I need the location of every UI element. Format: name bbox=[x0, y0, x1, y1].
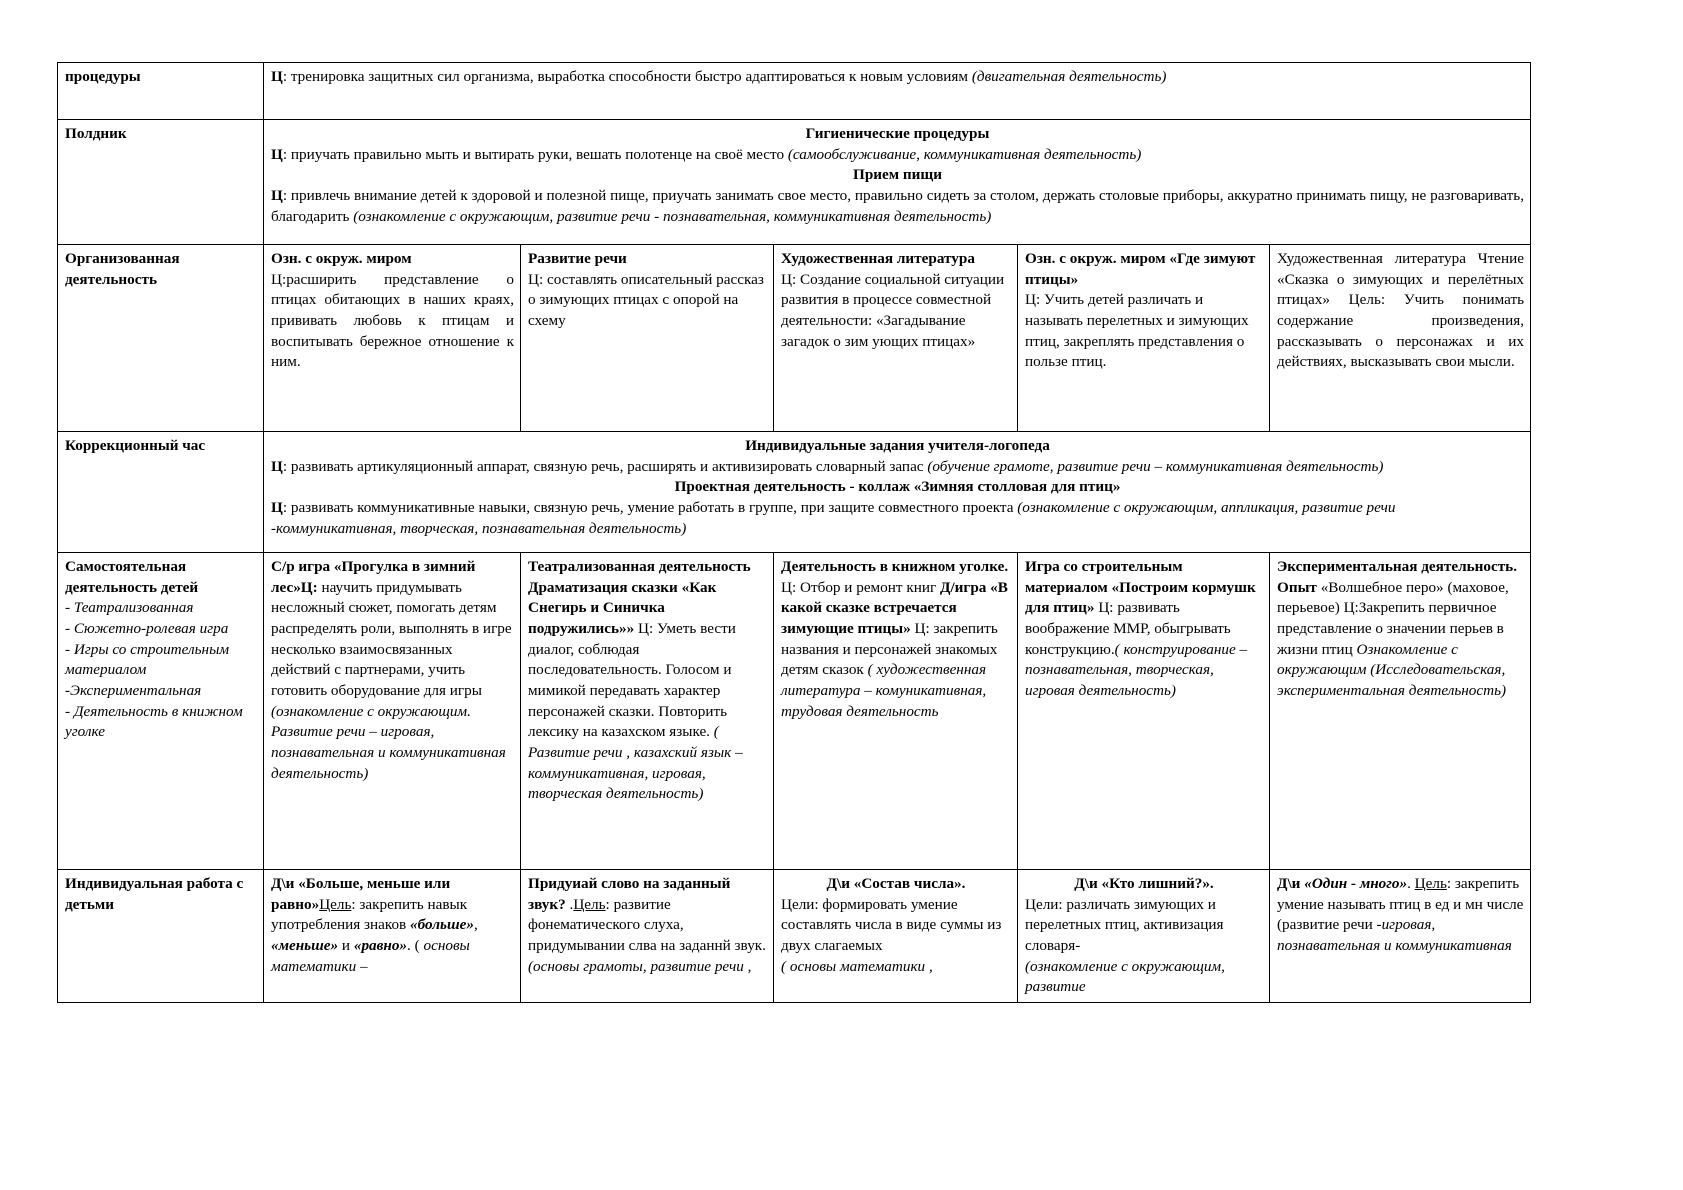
korr-heading-logoped: Индивидуальные задания учителя-логопеда bbox=[745, 437, 1050, 454]
pre-underline: . bbox=[565, 895, 574, 913]
activity-note: (основы грамоты, развитие речи , bbox=[528, 957, 752, 975]
goal-label: Цель bbox=[319, 895, 352, 913]
activity-text: Ц: составлять описательный рассказ о зимующих птицах с опорой на схему bbox=[528, 270, 764, 330]
samo-cell-2 bbox=[521, 553, 774, 870]
activity-text: Ц: Отбор и ремонт книг bbox=[781, 578, 940, 596]
goal-text: : тренировка защитных сил организма, выработка способности быстро адаптироваться к новым условиям bbox=[282, 68, 972, 85]
game-title-italic: «Один - много» bbox=[1304, 875, 1408, 892]
poldnik-heading-meal: Прием пищи bbox=[853, 166, 942, 184]
row-label-text: Организованная деятельность bbox=[65, 250, 180, 288]
samo-cell-1 bbox=[264, 553, 521, 870]
row-label-individualnaya bbox=[58, 870, 264, 1003]
sign-menshe: «меньше» bbox=[271, 937, 339, 955]
table-row-individualnaya bbox=[58, 870, 1531, 1003]
goal-activity-note: (самообслуживание, коммуникативная деятельность) bbox=[787, 145, 1142, 163]
goal-prefix: Ц bbox=[271, 457, 283, 475]
goal-text: : приучать правильно мыть и вытирать руки, вешать полотенце на своё место bbox=[282, 145, 788, 163]
activity-note: игровая, познавательная и коммуникативная bbox=[1277, 916, 1512, 955]
game-title: Д\и «Кто лишний?». bbox=[1074, 875, 1214, 892]
row-label-samostoyatelnaya bbox=[58, 553, 264, 870]
activity-text: Ц: Учить детей различать и называть перелетных и зимующих птиц, закреплять представления о пользе птиц. bbox=[1025, 291, 1249, 371]
goal-text: Цели: формировать умение составлять числа в виде суммы из двух слагаемых bbox=[781, 895, 1002, 955]
game-title: Д\и «Больше, меньше или равно» bbox=[271, 875, 451, 913]
poldnik-meal-goal bbox=[271, 186, 1524, 227]
sign-ravno: «равно» bbox=[353, 937, 408, 955]
samo-cell-5 bbox=[1270, 553, 1531, 870]
org-cell-1 bbox=[264, 245, 521, 432]
activity-text: Ц: Создание социальной ситуации развития в процессе совместной деятельности: «Загадывание загадок о зим ующих птицах» bbox=[781, 270, 1005, 350]
sign-bolshe: «больше» bbox=[410, 916, 474, 934]
row-label-text: Индивидуальная работа с детьми bbox=[65, 875, 244, 913]
goal-text: Цели: различать зимующих и перелетных птиц, активизация словаря- bbox=[1025, 895, 1224, 955]
activity-title: Художественная литература bbox=[781, 250, 975, 267]
samo-cell-4 bbox=[1018, 553, 1270, 870]
org-cell-5 bbox=[1270, 245, 1531, 432]
activity-title: Озн. с окруж. миром bbox=[271, 250, 412, 267]
activity-title: Деятельность в книжном уголке. bbox=[781, 558, 1009, 575]
lesson-plan-table bbox=[57, 62, 1531, 1003]
samo-item-stroit: - Игры со строительным материалом bbox=[65, 640, 230, 679]
row-body-korrekcionny bbox=[264, 432, 1531, 553]
goal-prefix: Ц bbox=[271, 499, 283, 517]
game-title: Придуиай слово на заданный звук? bbox=[528, 875, 731, 913]
activity-text: Ц:расширить представление о птицах обитающих в наших краях, прививать любовь к птицам и воспитывать бережное отношение к ним. bbox=[271, 270, 514, 371]
activity-text: Ц: развивать воображение ММР, обыгрывать конструкцию. bbox=[1025, 599, 1231, 658]
row-label-procedury bbox=[58, 63, 264, 120]
table-row-poldnik bbox=[58, 120, 1531, 245]
org-cell-4 bbox=[1018, 245, 1270, 432]
row-body-poldnik bbox=[264, 120, 1531, 245]
activity-note: ( Развитие речи , казахский язык – коммуникативная, игровая, творческая деятельность) bbox=[528, 723, 743, 803]
table-row-korrekcionny bbox=[58, 432, 1531, 553]
activity-title: Экспериментальная деятельность. Опыт bbox=[1277, 558, 1517, 596]
korr-logoped-goal bbox=[271, 457, 1524, 478]
row-label-text: Коррекционный час bbox=[65, 437, 206, 454]
activity-block bbox=[528, 557, 767, 805]
activity-block bbox=[1277, 557, 1524, 702]
samo-cell-3 bbox=[774, 553, 1018, 870]
activity-block bbox=[271, 557, 514, 784]
activity-text-2: Ц: закрепить названия и персонажей знакомых детям сказок bbox=[781, 620, 998, 679]
samo-item-eksper: -Экспериментальная bbox=[65, 682, 202, 700]
org-cell-3 bbox=[774, 245, 1018, 432]
goal-text: : привлечь внимание детей к здоровой и полезной пище, приучать занимать свое место, правильно сидеть за столом, держать столовые приборы, аккуратно принимать пищу, не разговаривать, благодарить bbox=[271, 187, 1525, 225]
table-row-samostoyatelnaya bbox=[58, 553, 1531, 870]
goal-activity-note: (ознакомление с окружающим, аппликация, развитие речи -коммуникативная, творческая, познавательная деятельность) bbox=[271, 499, 1396, 537]
activity-subtitle: Д/игра «В какой сказке встречается зимующие птицы» bbox=[781, 578, 1008, 638]
samo-item-knizhny: - Деятельность в книжном уголке bbox=[65, 702, 243, 741]
game-title: Д\и «Состав числа». bbox=[826, 875, 966, 892]
row-body-procedury bbox=[264, 63, 1531, 120]
goal-activity-note: (обучение грамоте, развитие речи – коммуникативная деятельность) bbox=[927, 457, 1384, 475]
goal-text: : развивать коммуникативные навыки, связную речь, умение работать в группе, при защите совместного проекта bbox=[282, 499, 1018, 517]
activity-note: Ознакомление с окружающим (Исследовательская, экспериментальная деятельность) bbox=[1277, 640, 1507, 700]
indiv-cell-5 bbox=[1270, 870, 1531, 1003]
samo-item-syuzhet: - Сюжетно-ролевая игра bbox=[65, 620, 229, 638]
activity-text: научить придумывать несложный сюжет, помогать детям распределять роли, выполнять в игре несколько взаимосвязанных действий с партнерами, учить готовить оборудование для игры bbox=[271, 578, 512, 700]
goal-prefix: Ц bbox=[271, 145, 283, 163]
sep-1: , bbox=[473, 916, 478, 934]
activity-note: ( художественная литература – комуникативная, трудовая деятельность bbox=[781, 661, 987, 720]
sep-2: и bbox=[338, 937, 354, 955]
game-block bbox=[271, 874, 514, 977]
goal-label: Цель bbox=[573, 895, 606, 913]
game-block bbox=[528, 874, 767, 977]
korr-heading-project: Проектная деятельность - коллаж «Зимняя столловая для птиц» bbox=[674, 478, 1121, 496]
indiv-cell-4 bbox=[1018, 870, 1270, 1003]
row-label-organizovannaya bbox=[58, 245, 264, 432]
activity-title: Озн. с окруж. миром «Где зимуют птицы» bbox=[1025, 250, 1256, 288]
activity-note: (ознакомление с окружающим, развитие bbox=[1025, 957, 1225, 996]
activity-title: Театрализованная деятельность Драматизация сказки «Как Снегирь и Синичка подружились»» bbox=[528, 558, 751, 638]
activity-note: ( основы математики , bbox=[781, 957, 933, 975]
game-block bbox=[1277, 874, 1524, 957]
row-label-text: Полдник bbox=[65, 125, 127, 142]
org-cell-2 bbox=[521, 245, 774, 432]
row-label-korrekcionny bbox=[58, 432, 264, 553]
activity-note: основы математики – bbox=[271, 937, 470, 975]
table-row-procedury bbox=[58, 63, 1531, 120]
goal-label: Цель bbox=[1414, 875, 1447, 892]
activity-note: ( конструирование – познавательная, творческая, игровая деятельность) bbox=[1025, 640, 1248, 700]
dot-sep: . bbox=[1407, 875, 1415, 892]
activity-text: Художественная литература Чтение «Сказка о зимующих и перелётных птицах» Цель: Учить понимать содержание произведения, рассказывать о персонажах и их действиях, высказывать свои мысли. bbox=[1277, 250, 1525, 371]
activity-text: Ц: Уметь вести диалог, соблюдая последовательность. Голосом и мимикой передавать характер персонажей сказки. Повторить лексику на казахском языке. bbox=[528, 620, 736, 741]
goal-text: : закрепить умение называть птиц в ед и мн числе (развитие речи - bbox=[1277, 875, 1524, 934]
game-title: Д\и bbox=[1277, 875, 1305, 892]
tail-text: . ( bbox=[407, 937, 424, 955]
samo-item-teatr: - Театрализованная bbox=[65, 599, 194, 617]
activity-block bbox=[1025, 557, 1263, 702]
activity-text: «Волшебное перо» (маховое, перьевое) Ц:Закрепить первичное представление о значении перьев в жизни птиц bbox=[1277, 578, 1509, 658]
goal-activity-note: (двигательная деятельность) bbox=[971, 68, 1167, 85]
goal-text: : развивать артикуляционный аппарат, связную речь, расширять и активизировать словарный запас bbox=[282, 457, 928, 475]
table-row-organizovannaya bbox=[58, 245, 1531, 432]
goal-prefix: Ц bbox=[271, 187, 283, 205]
activity-title: Развитие речи bbox=[528, 250, 627, 267]
goal-text: : развитие фонематического слуха, придумывании слва на заданнй звук. bbox=[528, 895, 766, 955]
indiv-cell-2 bbox=[521, 870, 774, 1003]
korr-project-goal bbox=[271, 498, 1524, 539]
indiv-cell-1 bbox=[264, 870, 521, 1003]
goal-prefix: Ц bbox=[271, 68, 283, 85]
activity-title: Игра со строительным материалом «Построим кормушк для птиц» bbox=[1025, 558, 1256, 617]
activity-note: (ознакомление с окружающим. Развитие речи – игровая, познавательная и коммуникативная деятельность) bbox=[271, 702, 506, 782]
procedury-goal-line bbox=[271, 67, 1524, 88]
row-label-poldnik bbox=[58, 120, 264, 245]
indiv-cell-3 bbox=[774, 870, 1018, 1003]
goal-text: : закрепить навык употребления знаков bbox=[271, 895, 468, 934]
activity-title: С/р игра «Прогулка в зимний лес»Ц: bbox=[271, 558, 476, 596]
poldnik-heading-hygiene: Гигиенические процедуры bbox=[805, 125, 990, 142]
goal-activity-note: (ознакомление с окружающим, развитие речи - познавательная, коммуникативная деятельность) bbox=[353, 207, 992, 225]
activity-block bbox=[781, 557, 1011, 722]
row-label-text: Самостоятельная деятельность детей bbox=[65, 558, 199, 596]
poldnik-hygiene-goal bbox=[271, 145, 1524, 166]
row-label-text: процедуры bbox=[65, 68, 141, 85]
